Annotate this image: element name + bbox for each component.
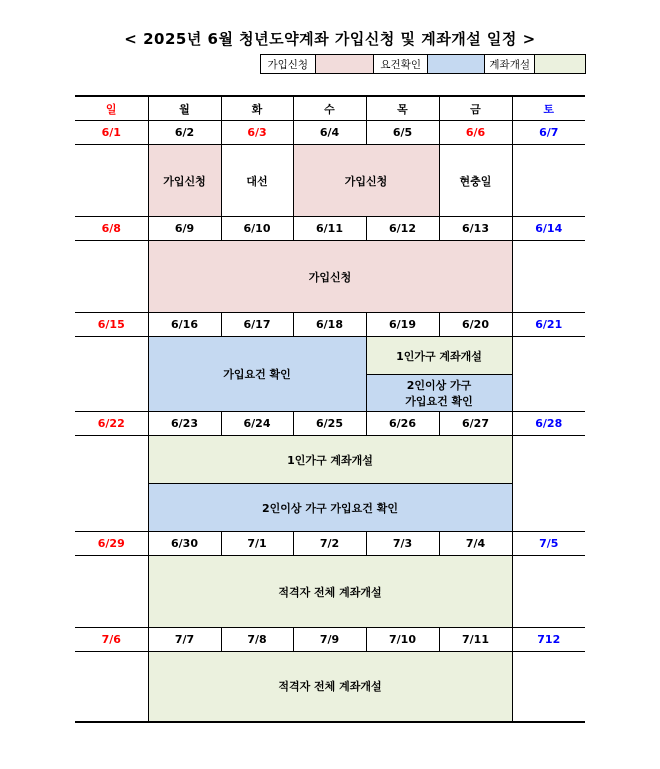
date-cell: 7/6 — [75, 628, 148, 652]
legend-open-label: 계좌개설 — [485, 55, 536, 73]
date-cell: 6/11 — [293, 217, 366, 241]
date-cell: 6/26 — [366, 412, 439, 436]
event-apply: 가입신청 — [148, 241, 512, 313]
event-apply: 가입신청 — [148, 145, 221, 217]
weekday-sat: 토 — [512, 96, 585, 121]
date-row — [75, 217, 585, 241]
event-all-open: 적격자 전체 계좌개설 — [148, 652, 512, 722]
event-multi-verify-line1: 2인이상 가구 — [406, 379, 472, 392]
empty-cell — [512, 241, 585, 313]
date-cell: 6/8 — [75, 217, 148, 241]
date-cell: 7/9 — [293, 628, 366, 652]
date-cell: 6/5 — [366, 121, 439, 145]
date-cell: 6/12 — [366, 217, 439, 241]
date-cell: 712 — [512, 628, 585, 652]
event-single-open: 1인가구 계좌개설 — [148, 436, 512, 484]
date-cell: 6/16 — [148, 313, 221, 337]
date-cell: 6/13 — [439, 217, 512, 241]
legend-open-swatch — [535, 55, 585, 73]
empty-cell — [512, 145, 585, 217]
empty-cell — [512, 556, 585, 628]
weekday-header-row — [75, 96, 585, 121]
date-cell: 7/10 — [366, 628, 439, 652]
date-cell: 7/11 — [439, 628, 512, 652]
legend-verify-label: 요건확인 — [374, 55, 429, 73]
date-cell: 6/2 — [148, 121, 221, 145]
date-cell: 6/21 — [512, 313, 585, 337]
date-row — [75, 628, 585, 652]
date-cell: 7/4 — [439, 532, 512, 556]
weekday-fri: 금 — [439, 96, 512, 121]
event-all-open: 적격자 전체 계좌개설 — [148, 556, 512, 628]
date-row — [75, 532, 585, 556]
legend-verify-swatch — [428, 55, 484, 73]
date-cell: 6/17 — [221, 313, 293, 337]
date-cell: 7/3 — [366, 532, 439, 556]
event-multi-verify: 2인이상 가구 가입요건 확인 — [148, 484, 512, 532]
date-cell: 6/10 — [221, 217, 293, 241]
event-row — [75, 556, 585, 628]
date-cell: 6/1 — [75, 121, 148, 145]
weekday-tue: 화 — [221, 96, 293, 121]
date-cell: 6/18 — [293, 313, 366, 337]
date-cell: 6/29 — [75, 532, 148, 556]
date-cell: 6/4 — [293, 121, 366, 145]
event-single-open: 1인가구 계좌개설 — [366, 337, 512, 375]
date-cell: 7/2 — [293, 532, 366, 556]
date-cell: 6/7 — [512, 121, 585, 145]
event-election: 대선 — [221, 145, 293, 217]
event-row — [75, 145, 585, 217]
legend-apply-swatch — [316, 55, 374, 73]
event-row — [75, 337, 585, 375]
date-cell: 6/15 — [75, 313, 148, 337]
date-cell: 7/8 — [221, 628, 293, 652]
weekday-wed: 수 — [293, 96, 366, 121]
date-cell: 6/23 — [148, 412, 221, 436]
date-cell: 7/1 — [221, 532, 293, 556]
empty-cell — [75, 337, 148, 412]
empty-cell — [75, 145, 148, 217]
event-multi-verify-line2: 가입요건 확인 — [405, 395, 473, 408]
event-verify: 가입요건 확인 — [148, 337, 366, 412]
date-cell: 6/25 — [293, 412, 366, 436]
date-cell: 6/30 — [148, 532, 221, 556]
empty-cell — [512, 652, 585, 722]
date-cell: 7/5 — [512, 532, 585, 556]
date-cell: 6/28 — [512, 412, 585, 436]
schedule-calendar — [75, 95, 585, 723]
weekday-mon: 월 — [148, 96, 221, 121]
date-cell: 6/3 — [221, 121, 293, 145]
legend — [260, 54, 586, 74]
date-cell: 6/19 — [366, 313, 439, 337]
event-row — [75, 652, 585, 722]
date-row — [75, 313, 585, 337]
event-apply: 가입신청 — [293, 145, 439, 217]
event-row — [75, 436, 585, 484]
empty-cell — [512, 337, 585, 412]
event-memorial-day: 현충일 — [439, 145, 512, 217]
date-cell: 6/6 — [439, 121, 512, 145]
weekday-sun: 일 — [75, 96, 148, 121]
date-cell: 6/27 — [439, 412, 512, 436]
event-multi-verify — [366, 375, 512, 412]
date-cell: 6/20 — [439, 313, 512, 337]
date-cell: 7/7 — [148, 628, 221, 652]
empty-cell — [75, 436, 148, 532]
date-row — [75, 121, 585, 145]
legend-apply-label: 가입신청 — [261, 55, 316, 73]
event-row — [75, 241, 585, 313]
empty-cell — [512, 436, 585, 532]
event-row — [75, 484, 585, 532]
empty-cell — [75, 241, 148, 313]
date-cell: 6/24 — [221, 412, 293, 436]
date-row — [75, 412, 585, 436]
empty-cell — [75, 556, 148, 628]
date-cell: 6/14 — [512, 217, 585, 241]
page-title: < 2025년 6월 청년도약계좌 가입신청 및 계좌개설 일정 > — [124, 30, 536, 48]
empty-cell — [75, 652, 148, 722]
weekday-thu: 목 — [366, 96, 439, 121]
date-cell: 6/22 — [75, 412, 148, 436]
date-cell: 6/9 — [148, 217, 221, 241]
